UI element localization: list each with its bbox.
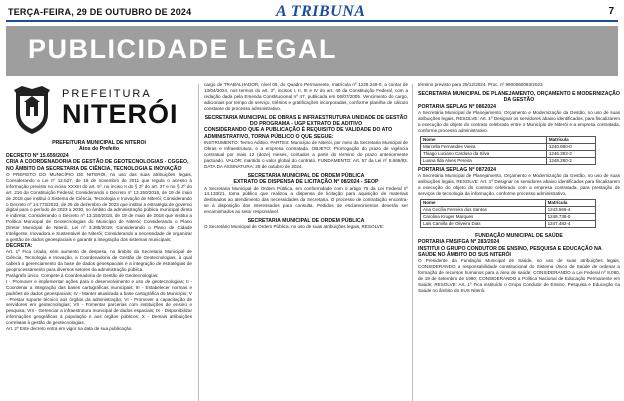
column-3 xyxy=(418,82,620,401)
process-note: término previsto para 29/12/2024. Proc. nº 9900060083/2023 xyxy=(418,82,543,87)
fms-portaria-subject: INSTITUI O GRUPO CONDUTOR DE ENSINO, PESQUISA E EDUCAÇÃO NA SAÚDE NO ÂMBITO DO SUS NITERÓI xyxy=(418,245,602,258)
column-divider xyxy=(198,84,199,401)
logo-prefeitura: PREFEITURA xyxy=(62,88,152,100)
publicity-heading: CONSIDERANDO QUE A PUBLICAÇÃO É REQUISITO DE VALIDADE DO ATO ADMINISTRATIVO, TORNA PÚBLICO O QUE SEGUE: xyxy=(204,127,393,140)
table-header: Nome xyxy=(421,136,547,143)
doc-subheading: Atos do Prefeito xyxy=(78,146,120,153)
retirement-notice: cargo de TRABALHADOR, nível 05, do Quadro Permanente, matrícula nº 1228.249-0, a contar de 13/04/2024, nos termos do art. 3º, incisos I, II, III e IV do art. 40 da Constituição Federal, com a redação dada pela Emenda Constitucional nº 47, publicada em 06/07/2005. Vencimento do cargo, adicionais por tempo de serviço, triênios e gratificações incorporadas, conforme planilha de cálculo constante do processo administrativo. xyxy=(204,82,408,111)
decree-number: DECRETO Nº 15.659/2024 xyxy=(6,152,69,159)
decree-preamble: O PREFEITO DO MUNICÍPIO DE NITERÓI, no uso das suas atribuições legais, Considerando a Lei nº 12.527, de 18 de novembro de 2011 que regula o acesso à informação previsto no inciso XXXIII do art. 5º, no inciso II do § 3º do art. 37 e no § 2º do art. 216 da Constituição Federal; Considerando o Decreto nº 13.150/2018, de 19 de maio de 2018 que institui o Sistema de Ciência, Tecnologia e Inovação de Niterói; Considerando o Decreto nº 14.773/2023, de 25 de dezembro de 2023 que institui a estratégia de governo digital para o período de 2023 a 2030, no âmbito da administração pública municipal direta e indireta; Considerando o Decreto nº 13.150/2018, de 19 de maio de 2018 que institui a Política Municipal de Geotecnologias do Município de Niterói; Considerando o Plano Diretor Municipal de Niterói, Lei nº 3.385/2019; Considerando o Plano de Cidade Inteligente, Inovadora e Sustentável de Niterói; Considerando a necessidade de organizar a gestão de dados geoespaciais e garantir a integração dos sistemas municipais; xyxy=(6,172,192,242)
section-title: PUBLICIDADE LEGAL xyxy=(28,34,337,64)
table-row xyxy=(421,143,596,150)
table-cell: Luana Ilda Alves Pereira xyxy=(421,157,547,164)
newspaper-header xyxy=(0,0,624,22)
decree-final: Art. 2º Este decreto entra em vigor na data de sua publicação. xyxy=(6,326,133,332)
dispensa-text: A Secretaria Municipal de Ordem Pública, em conformidade com o artigo 75 da Lei Federal nº 14.133/21, torna público que realizou a dispensa de licitação para aquisição de materiais destinados ao atendimento das necessidades da Secretaria. O processo de contratação encontra-se à disposição dos interessados para consulta. Pedidos de esclarecimentos deverão ser encaminhados ao setor responsável. xyxy=(204,185,408,215)
portaria-1-text: A Secretária Municipal de Planejamento, Orçamento e Modernização da Gestão, no uso de suas atribuições legais, RESOLVE: Art. 1º Designar os servidores abaixo identificados, para fiscalizarem a execução do objeto do contrato celebrado entre o Município de Niterói e a empresa contratada, conforme processo administrativo. xyxy=(418,110,620,133)
table-cell: Ana Cecília Ferreira dos Santos xyxy=(421,206,546,213)
table-row xyxy=(421,213,596,220)
fms-heading: FUNDAÇÃO MUNICIPAL DE SAÚDE xyxy=(475,232,563,239)
table-cell: 1247.482-4 xyxy=(545,220,595,227)
seop-text: O Secretário Municipal de Ordem Pública, no uso de suas atribuições legais, RESOLVE: xyxy=(204,224,385,230)
fiscal-table-1 xyxy=(420,136,596,165)
table-cell: 1246.393-3 xyxy=(546,150,595,157)
section-banner xyxy=(6,26,618,76)
issue-date: TERÇA-FEIRA, 29 DE OUTUBRO DE 2024 xyxy=(8,7,192,17)
table-header: Matrícula xyxy=(545,199,595,206)
table-cell: Lais Camilla de Oliveira Dias xyxy=(421,220,546,227)
column-divider xyxy=(412,84,413,401)
dispensa-heading: EXTRATO DE DISPENSA DE LICITAÇÃO Nº 08/2024 - SEOP xyxy=(233,179,379,186)
header-rule xyxy=(6,20,618,22)
table-row xyxy=(421,157,596,164)
decree-items: I - Promover e implementar ações para o desenvolvimento e uso de geotecnologias; II - Coordenar a integração das bases cartográficas municipais; III - Estabelecer normas e padrões de dados geoespaciais; IV - Manter atualizada a base cartográfica do Município; V - Prestar suporte técnico aos órgãos da administração; VI - Promover a capacitação de servidores em geotecnologias; VII - Fomentar parcerias com instituições de ensino e pesquisa; VIII - Gerenciar a infraestrutura municipal de dados espaciais; IX - Disponibilizar informações geográficas à população e aos órgãos públicos; X - Demais atribuições correlatas à gestão de geotecnologias. xyxy=(6,278,192,326)
table-cell: Thiago Luciano Cardoso da Silva xyxy=(421,150,547,157)
aditivo-text: INSTRUMENTO: Termo Aditivo. PARTES: Município de Niterói, por meio da Secretaria Municipal de Obras e Infraestrutura, e a empresa contratada. OBJETO: Prorrogação do prazo de vigência contratual por mais 12 (doze) meses, contados a partir do término do prazo anteriormente pactuado. VALOR: mantido o valor global do contrato. FUNDAMENTO: Art. 57 da Lei nº 8.666/93. DATA DA ASSINATURA: 28 de outubro de 2024. xyxy=(204,140,408,169)
portaria-1-title: PORTARIA SEPLAG Nº 0862024 xyxy=(418,103,497,110)
page-number: 7 xyxy=(608,6,614,17)
table-header: Matrícula xyxy=(546,136,595,143)
table-cell: Carolina Kruger Marques xyxy=(421,213,546,220)
portaria-2-text: A Secretária Municipal de Planejamento, Orçamento e Modernização da Gestão, no uso de suas atribuições legais, RESOLVE: Art. 1º Designar os servidores abaixo identificados para fiscalizarem a execução do objeto do contrato celebrado com a empresa contratada, para prestação de serviços de tecnologia da informação, conforme processo administrativo. xyxy=(418,173,620,196)
decree-title: CRIA A COORDENADORIA DE GESTÃO DE GEOTECNOLOGIAS - CGGEO, NO ÂMBITO DA SECRETARIA DE CIÊNCIA, TECNOLOGIA E INOVAÇÃO xyxy=(6,159,189,172)
seop-heading: SECRETARIA MUNICIPAL DE ORDEM PÚBLICA xyxy=(247,172,365,179)
decree-article-1: Art. 1º Fica criada, sem aumento de despesa, no âmbito da Secretaria Municipal de Ciência, Tecnologia e Inovação, a Coordenadoria de Gestão de Geotecnologias, à qual caberá o gerenciamento da base de dados geoespaciais e a integração de estratégias de geoprocessamento para diversos setores da administração pública. xyxy=(6,249,192,273)
table-row xyxy=(421,220,596,227)
table-cell: 1240.880-0 xyxy=(546,143,595,150)
table-cell: 1248.738-0 xyxy=(545,213,595,220)
fiscal-table-2 xyxy=(420,199,596,228)
portaria-2-title: PORTARIA SEPLAG Nº 0872024 xyxy=(418,166,497,173)
city-crest-icon xyxy=(12,86,52,136)
table-row xyxy=(421,206,596,213)
prefeitura-logo xyxy=(6,82,192,140)
column-1 xyxy=(6,82,192,401)
table-cell: Marcella Fernandes Vieira xyxy=(421,143,547,150)
decreta-label: DECRETA: xyxy=(6,242,33,249)
decree-paragraph: Parágrafo único. Compete à Coordenadoria de Gestão de Geotecnologias: xyxy=(6,272,159,278)
seop-heading-2: SECRETARIA MUNICIPAL DE ORDEM PÚBLICA xyxy=(247,218,365,225)
table-cell: 1243.566-4 xyxy=(545,206,595,213)
seplag-heading: SECRETARIA MUNICIPAL DE PLANEJAMENTO, ORÇAMENTO E MODERNIZAÇÃO DA GESTÃO xyxy=(418,90,620,104)
column-2 xyxy=(204,82,408,401)
table-row xyxy=(421,150,596,157)
table-header: Nome xyxy=(421,199,546,206)
table-cell: 1248.280-2 xyxy=(546,157,595,164)
fms-portaria-title: PORTARIA FMS/FGA Nº 283/2024 xyxy=(418,239,500,246)
doc-heading: PREFEITURA MUNICIPAL DE NITERÓI xyxy=(52,140,146,146)
fms-portaria-text: O Presidente da Fundação Municipal de Saúde, no uso de suas atribuições legais, CONSIDERANDO a responsabilidade constitucional do Sistema Único de Saúde de ordenar a formação de recursos humanos para a área de saúde; CONSIDERANDO a Lei Federal nº 8.080, de 19 de setembro de 1990; CONSIDERANDO a Política Nacional de Educação Permanente em Saúde; RESOLVE: Art. 1º Fica instituído o Grupo Condutor de Ensino, Pesquisa e Educação na Saúde no âmbito do SUS Niterói. xyxy=(418,258,620,293)
obras-heading: SECRETARIA MUNICIPAL DE OBRAS E INFRAESTRUTURA UNIDADE DE GESTÃO DO PROGRAMA - UGP EXTRATO DE ADITIVO xyxy=(204,114,408,127)
masthead: A TRIBUNA xyxy=(276,3,366,20)
logo-city: NITERÓI xyxy=(62,99,179,129)
